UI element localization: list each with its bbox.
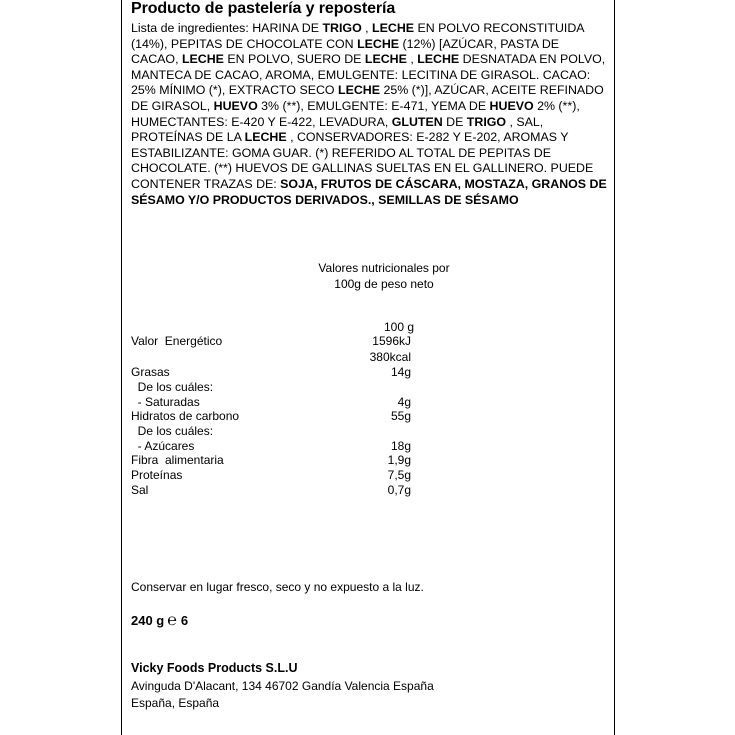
nutrition-row-value: 1596kJ [372,334,411,348]
ingredient-text: , CONSERVADORES: E-282 Y E-202, AROMAS Y ESTABILIZANTE: GOMA GUAR. (*) REFERIDO AL TOTAL DE PEPITAS DE CHOCOLATE. (**) HUEVOS DE GALLINAS SUELTAS EN EL GALLINERO. PUEDE CONTENER TRAZAS DE: [131,130,594,191]
ingredient-text: EN POLVO, SUERO DE [223,52,365,67]
nutrition-row-value: 14g [390,365,411,379]
estimated-sign-icon: ℮ [167,611,177,629]
nutrition-row-value: 0,7g [387,483,411,497]
nutrition-row-value: 18g [390,439,411,453]
ingredient-text: , [361,21,373,35]
nutrition-column-header: 100 g [384,320,415,334]
nutrition-row-label: Sal [131,483,149,497]
nutrition-row-label: De los cuáles: [131,380,214,394]
nutrition-row-label: Grasas [131,365,170,379]
allergen-text: SOJA, FRUTOS DE CÁSCARA, MOSTAZA, GRANOS DE SÉSAMO Y/O PRODUCTOS DERIVADOS., SEMILLAS DE SÉSAMO [131,176,607,207]
ingredient-text: 25% (*)], AZÚCAR, ACEITE REFINADO DE GIRASOL, [131,83,604,113]
allergen-text: TRIGO [466,114,507,129]
nutrition-row-label: Fibra alimentaria [131,453,224,467]
ingredient-text: (12%) [AZÚCAR, PASTA DE CACAO, [131,36,560,67]
company-country: España, España [131,696,220,710]
ingredient-text: DESNATADA EN POLVO, MANTECA DE CACAO, AROMA, EMULGENTE: LECITINA DE GIRASOL. CACAO: 25% MÍNIMO (*), EXTRACTO SECO [131,52,606,98]
unit-count: 6 [180,613,189,628]
company-name: Vicky Foods Products S.L.U [131,661,298,675]
storage-instructions: Conservar en lugar fresco, seco y no expuesto a la luz. [131,580,424,594]
nutrition-row-label: Proteínas [131,468,183,482]
nutrition-row-value: 55g [390,409,411,423]
nutrition-row-value: 380kcal [369,350,411,364]
nutrition-header-line2: 100g de peso neto [334,277,434,291]
ingredient-text: EN POLVO RECONSTITUIDA (14%), PEPITAS DE CHOCOLATE CON [131,21,584,51]
allergen-text: LECHE [181,52,224,67]
ingredient-text: 3% (**), EMULGENTE: E-471, YEMA DE [257,98,490,113]
nutrition-row-label: - Azúcares [131,439,195,453]
nutrition-row-label: - Saturadas [131,395,200,409]
nutrition-row-label: Hidratos de carbono [131,409,240,423]
net-weight [131,613,188,628]
ingredients-list [131,21,609,208]
allergen-text: LECHE [417,52,460,67]
allergen-text: HUEVO [213,98,258,113]
allergen-text: GLUTEN [391,114,443,129]
allergen-text: LECHE [364,52,407,67]
nutrition-row-value: 7,5g [387,468,411,482]
net-weight-value: 240 g [131,613,165,628]
product-title: Producto de pastelería y repostería [131,0,396,17]
allergen-text: HUEVO [489,98,534,113]
allergen-text: LECHE [357,36,400,51]
ingredient-text: Lista de ingredientes: HARINA DE [131,21,323,35]
allergen-text: LECHE [338,83,380,98]
nutrition-row-label: De los cuáles: [131,424,214,438]
allergen-text: LECHE [372,21,415,35]
product-label [121,0,615,735]
ingredient-text: , [406,52,418,67]
allergen-text: LECHE [244,130,287,145]
ingredient-text: DE [442,114,467,129]
allergen-text: TRIGO [322,21,362,35]
nutrition-row-value: 1,9g [387,453,411,467]
nutrition-header-line1: Valores nutricionales por [318,261,450,275]
ingredient-text: 2% (**), HUMECTANTES: E-420 Y E-422, LEVADURA, [131,98,580,129]
nutrition-row-label: Valor Energético [131,334,223,348]
ingredient-text: , SAL, PROTEÍNAS DE LA [131,114,544,145]
company-address: Avinguda D'Alacant, 134 46702 Gandía Valencia España [131,679,434,693]
nutrition-header [312,260,456,292]
nutrition-row-value: 4g [397,395,411,409]
